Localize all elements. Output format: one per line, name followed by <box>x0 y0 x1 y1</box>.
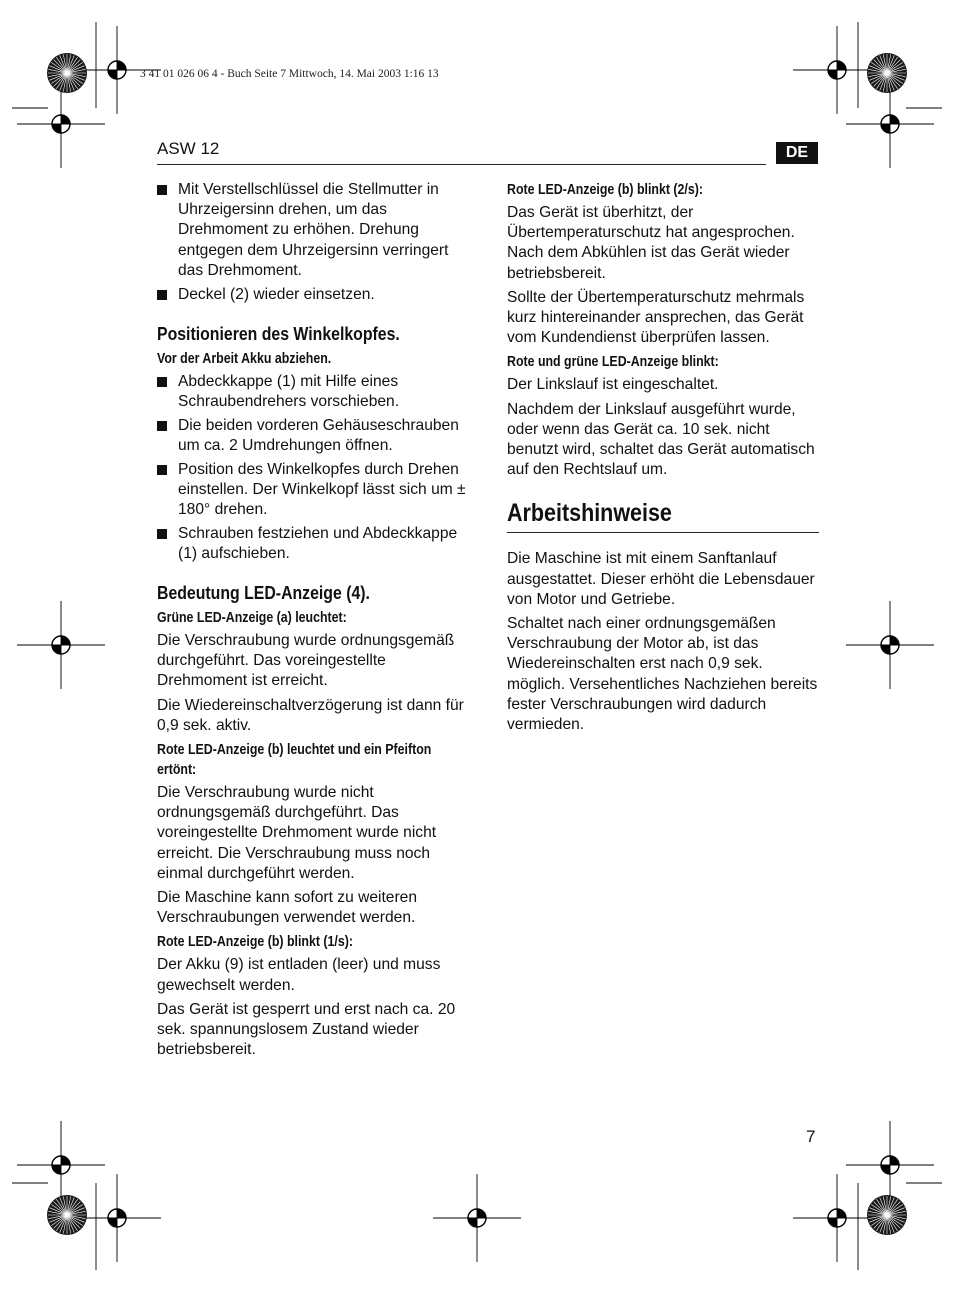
bullet-list <box>157 372 470 564</box>
paragraph: Schaltet nach einer ordnungsgemäßen Verschraubung der Motor ab, ist das Wiedereinschalten erst nach 0,9 sek. möglich. Versehentliches Nachziehen bereits fester Verschraubungen wird dadurch vermieden. <box>507 615 818 734</box>
square-bullet-icon <box>157 290 167 300</box>
header-divider <box>157 164 766 165</box>
list-item: Position des Winkelkopfes durch Drehen einstellen. Der Winkelkopf lässt sich um ± 180° drehen. <box>157 460 470 521</box>
right-column <box>507 180 819 739</box>
page-header-title: ASW 12 <box>157 139 220 158</box>
print-imprint: 3 41 01 026 06 4 - Buch Seite 7 Mittwoch, 14. Mai 2003 1:16 13 <box>140 68 439 80</box>
square-bullet-icon <box>157 421 167 431</box>
list-item: Mit Verstellschlüssel die Stellmutter in Uhrzeigersinn drehen, um das Drehmoment zu erhöhen. Drehung entgegen dem Uhrzeigersinn verringert das Drehmoment. <box>157 180 470 281</box>
paragraph: Die Maschine ist mit einem Sanftanlauf ausgestattet. Dieser erhöht die Lebensdauer von Motor und Getriebe. <box>507 550 815 608</box>
paragraph: Das Gerät ist gesperrt und erst nach ca. 20 sek. spannungslosem Zustand wieder betriebsbereit. <box>157 1000 456 1059</box>
left-column <box>157 180 470 1065</box>
square-bullet-icon <box>157 529 167 539</box>
square-bullet-icon <box>157 185 167 195</box>
paragraph: Der Linkslauf ist eingeschaltet. <box>507 376 719 394</box>
paragraph: Der Akku (9) ist entladen (leer) und muss gewechselt werden. <box>157 956 441 994</box>
language-badge: DE <box>776 142 818 164</box>
list-item: Deckel (2) wieder einsetzen. <box>157 285 470 305</box>
subheading: Rote LED-Anzeige (b) blinkt (1/s): <box>157 934 353 951</box>
list-item: Schrauben festziehen und Abdeckkappe (1) aufschieben. <box>157 524 470 564</box>
section-title: Arbeitshinweise <box>507 499 672 528</box>
square-bullet-icon <box>157 377 167 387</box>
subheading: Rote LED-Anzeige (b) blinkt (2/s): <box>507 182 703 198</box>
paragraph: Das Gerät ist überhitzt, der Übertemperaturschutz hat angesprochen. Nach dem Abkühlen ist das Gerät wieder betriebsbereit. <box>507 204 795 282</box>
paragraph: Die Maschine kann sofort zu weiteren Verschraubungen verwendet werden. <box>157 889 418 927</box>
page-number: 7 <box>806 1127 816 1146</box>
paragraph: Die Wiedereinschaltverzögerung ist dann für 0,9 sek. aktiv. <box>157 696 464 734</box>
paragraph: Die Verschraubung wurde nicht ordnungsgemäß durchgeführt. Das voreingestellte Drehmoment wurde nicht erreicht. Die Verschraubung muss noch einmal durchgeführt werden. <box>157 784 437 882</box>
section-divider <box>507 532 819 533</box>
subheading: Rote LED-Anzeige (b) leuchtet und ein Pfeifton ertönt: <box>157 742 432 779</box>
section-heading: Positionieren des Winkelkopfes. <box>157 323 400 344</box>
paragraph: Die Verschraubung wurde ordnungsgemäß durchgeführt. Das voreingestellte Drehmoment ist erreicht. <box>157 632 455 690</box>
subheading: Vor der Arbeit Akku abziehen. <box>157 350 332 367</box>
section-heading: Bedeutung LED-Anzeige (4). <box>157 583 370 604</box>
subheading: Grüne LED-Anzeige (a) leuchtet: <box>157 610 347 627</box>
square-bullet-icon <box>157 465 167 475</box>
bullet-list <box>157 180 470 305</box>
subheading: Rote und grüne LED-Anzeige blinkt: <box>507 354 719 371</box>
paragraph: Sollte der Übertemperaturschutz mehrmals kurz hintereinander ansprechen, das Gerät vom Kundendienst überprüfen lassen. <box>507 288 805 347</box>
paragraph: Nachdem der Linkslauf ausgeführt wurde, oder wenn das Gerät ca. 10 sek. nicht benutzt wird, schaltet das Gerät automatisch auf den Rechtslauf um. <box>507 400 815 479</box>
list-item: Abdeckkappe (1) mit Hilfe eines Schraubendrehers vorschieben. <box>157 372 470 412</box>
list-item: Die beiden vorderen Gehäuseschrauben um ca. 2 Umdrehungen öffnen. <box>157 416 470 456</box>
